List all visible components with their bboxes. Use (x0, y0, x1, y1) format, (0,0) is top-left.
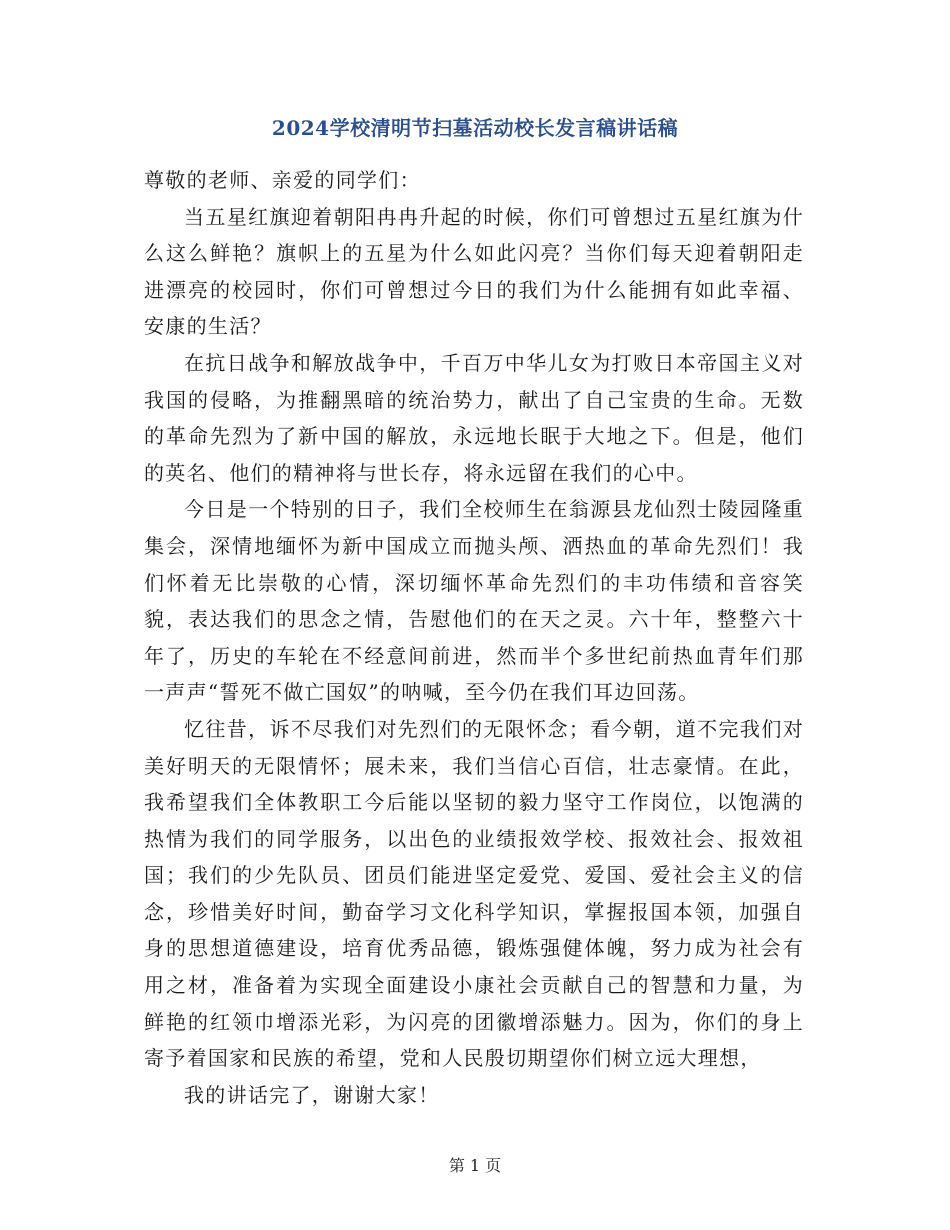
document-body (144, 162, 804, 1113)
paragraph-4: 忆往昔，诉不尽我们对先烈们的无限怀念；看今朝，道不完我们对美好明天的无限情怀；展未来，我们当信心百信，壮志豪情。在此，我希望我们全体教职工今后能以坚韧的毅力坚守工作岗位，以饱满的热情为我们的同学服务，以出色的业绩报效学校、报效社会、报效祖国；我们的少先队员、团员们能进坚定爱党、爱国、爱社会主义的信念，珍惜美好时间，勤奋学习文化科学知识，掌握报国本领，加强自身的思想道德建设，培育优秀品德，锻炼强健体魄，努力成为社会有用之材，准备着为实现全面建设小康社会贡献自己的智慧和力量，为鲜艳的红领巾增添光彩，为闪亮的团徽增添魅力。因为，你们的身上寄予着国家和民族的希望，党和人民殷切期望你们树立远大理想， (144, 716, 804, 1071)
closing-paragraph: 我的讲话完了，谢谢大家！ (184, 1082, 440, 1107)
paragraph-3: 今日是一个特别的日子，我们全校师生在翁源县龙仙烈士陵园隆重集会，深情地缅怀为新中国成立而抛头颅、洒热血的革命先烈们！我们怀着无比崇敬的心情，深切缅怀革命先烈们的丰功伟绩和音容笑貌，表达我们的思念之情，告慰他们的在天之灵。六十年，整整六十年了，历史的车轮在不经意间前进，然而半个多世纪前热血青年们那一声声“誓死不做亡国奴”的呐喊，至今仍在我们耳边回荡。 (144, 497, 804, 705)
paragraph-2: 在抗日战争和解放战争中，千百万中华儿女为打败日本帝国主义对我国的侵略，为推翻黑暗的统治势力，献出了自己宝贵的生命。无数的革命先烈为了新中国的解放，永远地长眠于大地之下。但是，他们的英名、他们的精神将与世长存，将永远留在我们的心中。 (144, 350, 804, 485)
document-title: 2024学校清明节扫墓活动校长发言稿讲话稿 (271, 116, 679, 140)
paragraph-1: 当五星红旗迎着朝阳冉冉升起的时候，你们可曾想过五星红旗为什么这么鲜艳？旗帜上的五星为什么如此闪亮？当你们每天迎着朝阳走进漂亮的校园时，你们可曾想过今日的我们为什么能拥有如此幸福、安康的生活？ (144, 204, 804, 339)
salutation: 尊敬的老师、亲爱的同学们： (144, 168, 421, 192)
page-number: 第 1 页 (448, 1156, 502, 1175)
